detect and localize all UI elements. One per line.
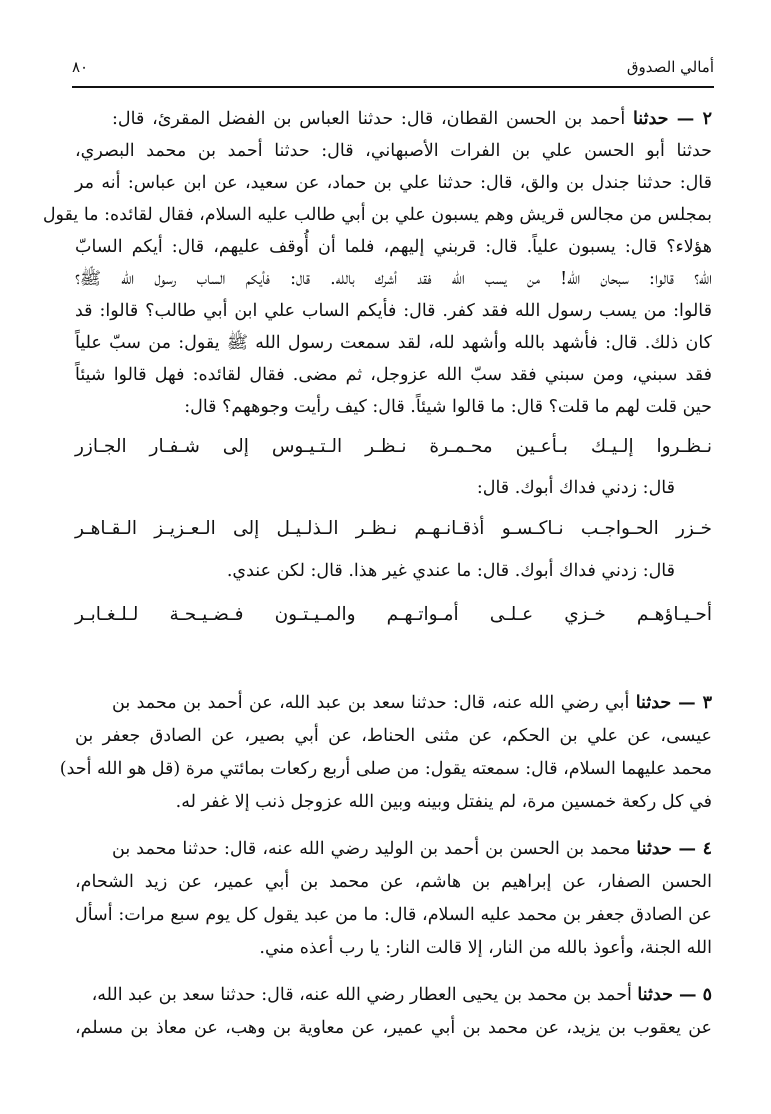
hadith-4-line: الحسن الصفار، عن إبراهيم بن هاشم، عن محمد بن أبي عمير، عن زيد الشحام،: [75, 872, 712, 892]
hadith-2-line: بمجلس من مجالس قريش وهم يسبون علي بن أبي طالب عليه السلام، فقال لقائده: ما يقول: [42, 205, 712, 225]
hadith-3-line: في كل ركعة خمسين مرة، لم ينفتل وبينه وبين الله عزوجل ذنب إلا غفر له.: [175, 792, 712, 812]
text-line: محمد بن الحسن بن أحمد بن الوليد رضي الله عنه، قال: حدثنا محمد بن: [112, 839, 637, 859]
hadith-2-line: فقد سبني، ومن سبني فقد سبّ الله عزوجل، ثم مضى. فقال لقائده: فهل قالوا شيئاً: [75, 365, 712, 385]
hadith-number: ٤ —: [671, 839, 712, 859]
hadith-2-line: حدثنا أبو الحسن علي بن الفرات الأصبهاني، قال: حدثنا أحمد بن محمد البصري،: [75, 141, 712, 161]
hadith-4-line: عن الصادق جعفر بن محمد عليه السلام، قال: ما من عبد يقول كل يوم سبع مرات: أسأل: [75, 905, 712, 925]
hadith-5-line: عن يعقوب بن يزيد، عن محمد بن أبي عمير، عن معاوية بن وهب، عن معاذ بن مسلم،: [75, 1018, 712, 1038]
hadith-3-line: محمد عليهما السلام، قال: سمعته يقول: من صلى أربع ركعات بمائتي مرة (قل هو الله أحد): [59, 759, 712, 779]
text-line: أحمد بن محمد بن يحيى العطار رضي الله عنه، قال: حدثنا سعد بن عبد الله،: [91, 985, 638, 1005]
hadith-2-line: حين قلت لهم ما قلت؟ قال: ما قالوا شيئاً. قال: كيف رأيت وجوههم؟ قال:: [184, 397, 712, 417]
hadith-3-line: [112, 688, 712, 718]
hadith-5-line: [91, 980, 712, 1010]
verse-line: خـزر الحـواجـب نـاكـسـو أذقـانـهـم نـظـر الـذلـيـل إلى الـعـزيـز الـقـاهـر: [75, 518, 712, 539]
page-number: ٨٠: [72, 58, 89, 76]
hadith-2-line: هؤلاء؟ قال: يسبون علياً. قال: قربني إليهم، فلما أن أُوقف عليهم، قال: أيكم السابّ: [75, 237, 712, 257]
verse-line: أحـيـاؤهـم خـزي عـلـى أمـواتـهـم والمـيـتـون فـضـيـحـة لـلـغـابـر: [75, 604, 712, 625]
hadith-lead: حدثنا: [632, 109, 669, 129]
hadith-4-line: [112, 834, 712, 864]
hadith-lead: حدثنا: [637, 985, 673, 1005]
verse-interlude: قال: زدني فداك أبوك. قال: ما عندي غير هذا. قال: لكن عندي.: [226, 561, 675, 581]
hadith-2-line: قالوا: من يسب رسول الله فقد كفر. قال: فأيكم الساب علي ابن أبي طالب؟ قالوا: قد: [75, 301, 712, 321]
book-title: أمالي الصدوق: [626, 58, 714, 76]
verse-interlude: قال: زدني فداك أبوك. قال:: [476, 478, 675, 498]
hadith-number: ٢ —: [668, 109, 712, 129]
hadith-number: ٥ —: [672, 985, 712, 1005]
hadith-2-line: الله؟ قالوا: سبحان الله! من يسب الله فقد أشرك بالله. قال: فأيكم الساب رسول الله ﷺ؟: [75, 269, 712, 289]
hadith-2-line: [112, 104, 712, 134]
verse-line: نـظـروا إلـيـك بـأعـين محـمـرة نـظـر الـتـيـوس إلى شـفـار الجـازر: [75, 436, 712, 457]
hadith-2-line: كان ذلك. قال: فأشهد بالله وأشهد لله، لقد سمعت رسول الله ﷺ يقول: من سبّ علياً: [75, 333, 712, 353]
text-line: أبي رضي الله عنه، قال: حدثنا سعد بن عبد الله، عن أحمد بن محمد بن: [112, 693, 636, 713]
hadith-2-line: قال: حدثنا جندل بن والق، قال: حدثنا علي بن حماد، عن سعيد، عن ابن عباس: أنه مر: [75, 173, 712, 193]
hadith-3-line: عيسى، عن علي بن الحكم، عن مثنى الحناط، عن أبي بصير، عن الصادق جعفر بن: [75, 726, 712, 746]
text-line: أحمد بن الحسن القطان، قال: حدثنا العباس بن الفضل المقرئ، قال:: [112, 109, 633, 129]
hadith-number: ٣ —: [671, 693, 712, 713]
hadith-lead: حدثنا: [636, 839, 672, 859]
hadith-4-line: الله الجنة، وأعوذ بالله من النار، إلا قالت النار: يا رب أعذه مني.: [259, 938, 712, 958]
hadith-lead: حدثنا: [635, 693, 672, 713]
header-rule: [72, 86, 714, 88]
page-header: [72, 58, 714, 82]
